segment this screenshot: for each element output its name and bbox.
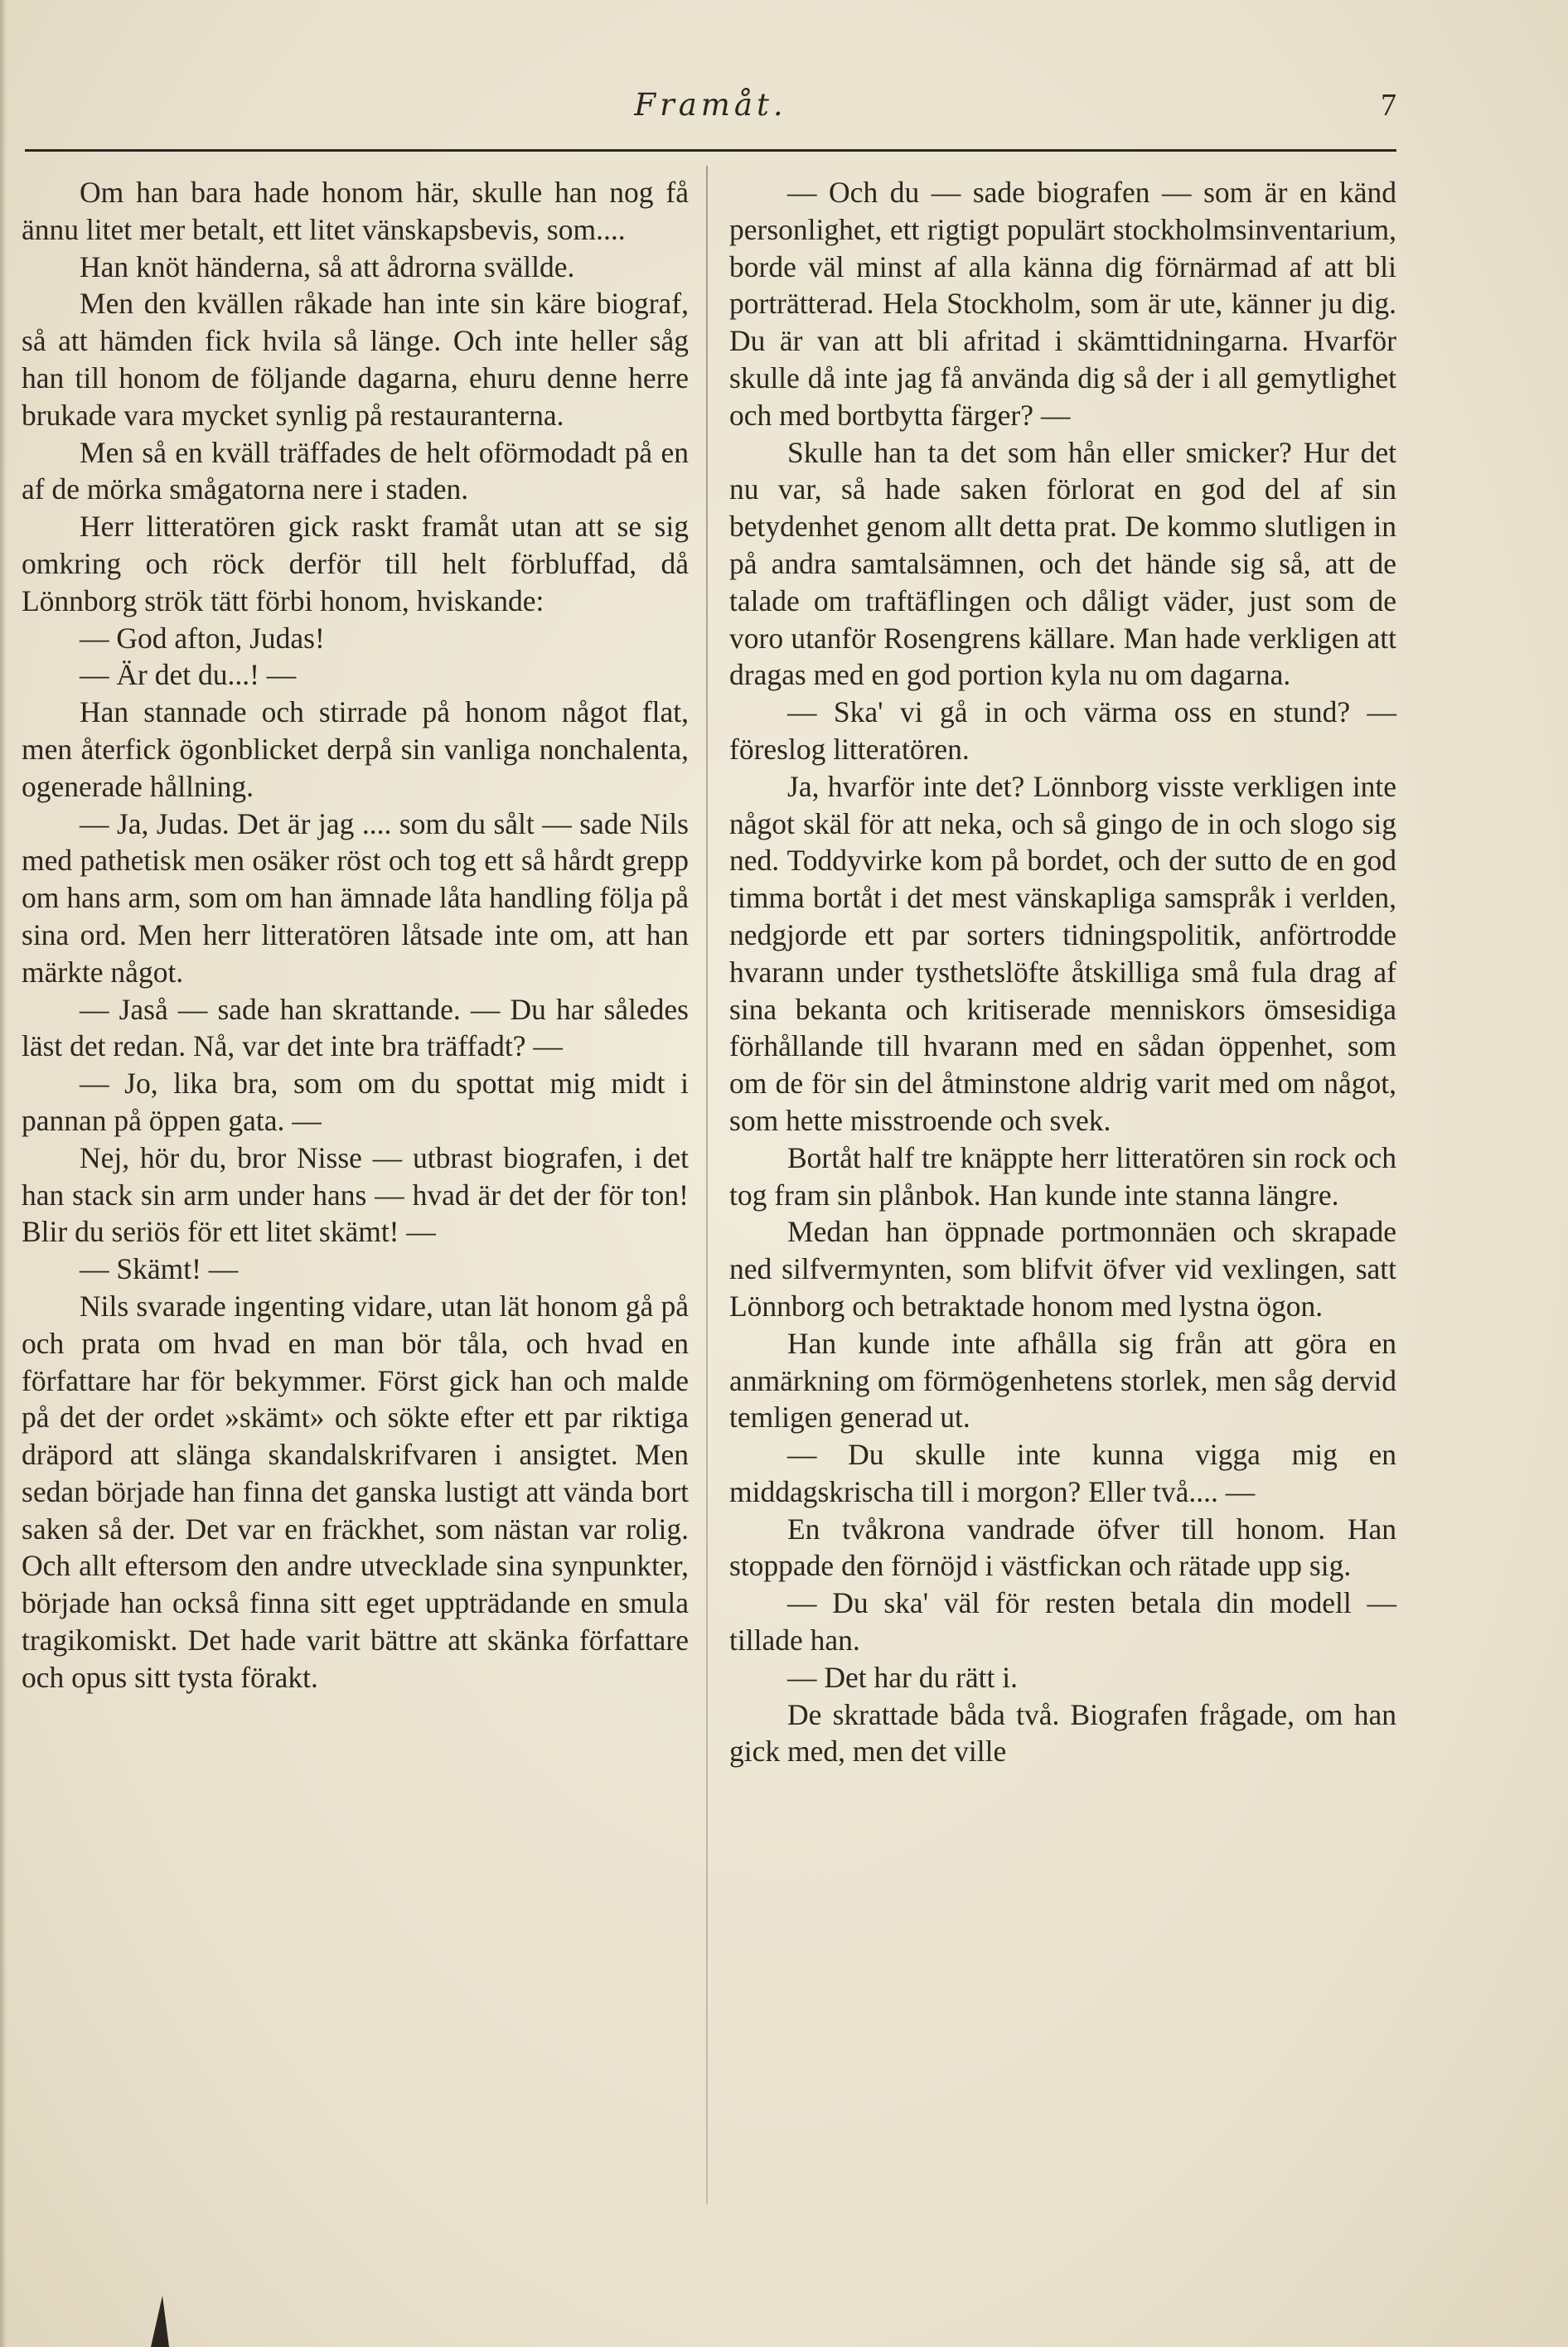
header-title: Framåt.: [634, 87, 787, 123]
paragraph: Herr litteratören gick raskt framåt utan att se sig omkring och röck derför till helt förbluffad, då Lönnborg strök tätt förbi honom, hviskande:: [22, 510, 689, 617]
paragraph: Han stannade och stirrade på honom något flat, men återfick ögonblicket derpå sin vanliga nonchalenta, ogenerade hållning.: [22, 695, 689, 803]
left-column: [22, 174, 689, 1696]
paragraph: — Du skulle inte kunna vigga mig en middagskrischa till i morgon? Eller två.... —: [729, 1438, 1396, 1508]
paragraph: Nils svarade ingenting vidare, utan lät honom gå på och prata om hvad en man bör tåla, och hvad en författare har för bekymmer. Först gick han och malde på det der ordet »skämt» och sökte efter ett par riktiga dräpord att slänga skandalskrifvaren i ansigtet. Men sedan började han finna det ganska lustigt att vända bort saken så der. Det var en fräckhet, som nästan var rolig. Och allt eftersom den andre utvecklade sina synpunkter, började han också finna sitt eget uppträdande en smula tragikomiskt. Det hade varit bättre att skänka författare och opus sitt tysta förakt.: [22, 1289, 689, 1694]
paragraph: — Jo, lika bra, som om du spottat mig midt i pannan på öppen gata. —: [22, 1067, 689, 1137]
paragraph: Medan han öppnade portmonnäen och skrapade ned silfvermynten, som blifvit öfver vid vexlingen, satt Lönnborg och betraktade honom med lystna ögon.: [729, 1215, 1396, 1323]
paragraph: — Och du — sade biografen — som är en känd personlighet, ett rigtigt populärt stockholmsinventarium, borde väl minst af alla känna dig förnärmad af att bli porträtterad. Hela Stockholm, som är ute, känner ju dig. Du är van att bli afritad i skämttidningarna. Hvarför skulle då inte jag få använda dig så der i all gemytlighet och med bortbytta färger? —: [729, 176, 1396, 432]
paragraph: Men den kvällen råkade han inte sin käre biograf, så att hämden fick hvila så länge. Och inte heller såg han till honom de följande dagarna, ehuru denne herre brukade vara mycket synlig på restauranterna.: [22, 287, 689, 432]
paragraph: — Skämt! —: [80, 1252, 239, 1286]
paragraph: Han kunde inte afhålla sig från att göra en anmärkning om förmögenhetens storlek, men såg dervid temligen generad ut.: [729, 1326, 1396, 1435]
page-edge-shadow: [0, 0, 7, 2347]
header-rule: [25, 149, 1396, 152]
column-divider: [706, 166, 708, 2204]
paragraph: Nej, hör du, bror Nisse — utbrast biografen, i det han stack sin arm under hans — hvad är det der för ton! Blir du seriös för ett litet skämt! —: [22, 1140, 689, 1249]
paragraph: — Du ska' väl för resten betala din modell — tillade han.: [729, 1586, 1396, 1657]
page-number: 7: [1381, 88, 1396, 123]
ink-mark: [151, 2296, 169, 2347]
right-column: [729, 174, 1396, 1770]
paragraph: — Är det du...! —: [80, 658, 297, 692]
paragraph: — Ska' vi gå in och värma oss en stund? — föreslog litteratören.: [729, 695, 1396, 766]
running-header: [25, 87, 1396, 137]
paragraph: Ja, hvarför inte det? Lönnborg visste verkligen inte något skäl för att neka, och så gingo de in och slogo sig ned. Toddyvirke kom på bordet, och der sutto de en god timma bortåt i det mest vänskapliga samspråk i verlden, nedgjorde ett par sorters tidningspolitik, anförtrodde hvarann under tysthetslöfte åtskilliga små fula drag af sina bekanta och kritiserade menniskors ömsesidiga förhållande till hvarann med en sådan öppenhet, som om de för sin del åtminstone aldrig varit med om något, som hette misstroende och svek.: [729, 769, 1396, 1137]
paragraph: — Det har du rätt i.: [787, 1660, 1019, 1694]
paragraph: — Jaså — sade han skrattande. — Du har således läst det redan. Nå, var det inte bra träffadt? —: [22, 992, 689, 1063]
paragraph: De skrattade båda två. Biografen frågade, om han gick med, men det ville: [729, 1697, 1396, 1769]
paragraph: — God afton, Judas!: [80, 621, 325, 655]
paragraph: Bortåt half tre knäppte herr litteratören sin rock och tog fram sin plånbok. Han kunde inte stanna längre.: [729, 1140, 1396, 1212]
paragraph: En tvåkrona vandrade öfver till honom. Han stoppade den förnöjd i västfickan och rätade upp sig.: [729, 1512, 1396, 1583]
paragraph: Om han bara hade honom här, skulle han nog få ännu litet mer betalt, ett litet vänskapsbevis, som....: [22, 176, 689, 246]
paragraph: Skulle han ta det som hån eller smicker? Hur det nu var, så hade saken förlorat en god del af sin betydenhet genom allt detta prat. De kommo slutligen in på andra samtalsämnen, och det hände sig så, att de talade om traftäflingen och dåligt väder, just som de voro utanför Rosengrens källare. Man hade verkligen att dragas med en god portion kyla nu om dagarna.: [729, 435, 1396, 692]
paragraph: Men så en kväll träffades de helt oförmodadt på en af de mörka smågatorna nere i staden.: [22, 435, 689, 506]
paragraph: — Ja, Judas. Det är jag .... som du sålt — sade Nils med pathetisk men osäker röst och tog ett så hårdt grepp om hans arm, som om han ämnade låta handling följa på sina ord. Men herr litteratören låtsade inte om, att han märkte något.: [22, 806, 689, 989]
paragraph: Han knöt händerna, så att ådrorna svällde.: [80, 249, 575, 283]
